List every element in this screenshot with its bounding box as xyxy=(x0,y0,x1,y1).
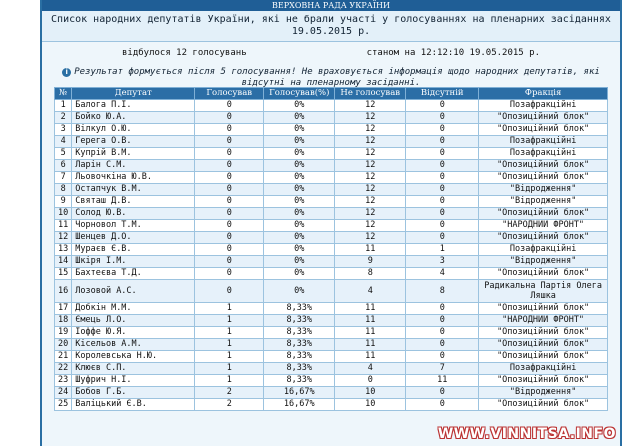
voted-count: 0 xyxy=(195,184,264,196)
table-row xyxy=(55,303,608,315)
table-body xyxy=(55,100,608,411)
row-number: 24 xyxy=(55,387,72,399)
table-row xyxy=(55,232,608,244)
row-number: 5 xyxy=(55,148,72,160)
row-number: 21 xyxy=(55,351,72,363)
voted-count: 0 xyxy=(195,268,264,280)
absent-count: 0 xyxy=(406,387,479,399)
deputy-name: Купрій В.М. xyxy=(72,148,195,160)
row-number: 25 xyxy=(55,399,72,411)
table-row xyxy=(55,387,608,399)
not-voted-count: 11 xyxy=(335,244,406,256)
row-number: 12 xyxy=(55,232,72,244)
voted-percent: 8,33% xyxy=(264,315,335,327)
faction-name: "Опозиційний блок" xyxy=(479,268,608,280)
deputies-table xyxy=(54,87,608,411)
voted-percent: 8,33% xyxy=(264,303,335,315)
org-header: ВЕРХОВНА РАДА УКРАЇНИ xyxy=(42,0,620,11)
page-title xyxy=(42,11,620,42)
voted-count: 0 xyxy=(195,256,264,268)
voted-count: 0 xyxy=(195,112,264,124)
deputy-name: Шкіря І.М. xyxy=(72,256,195,268)
row-number: 16 xyxy=(55,280,72,303)
row-number: 8 xyxy=(55,184,72,196)
row-number: 15 xyxy=(55,268,72,280)
table-row xyxy=(55,136,608,148)
table-row xyxy=(55,184,608,196)
title-line-2: 19.05.2015 р. xyxy=(291,26,371,37)
deputy-name: Остапчук В.М. xyxy=(72,184,195,196)
voted-count: 2 xyxy=(195,387,264,399)
faction-name: Позафракційні xyxy=(479,100,608,112)
row-number: 20 xyxy=(55,339,72,351)
absent-count: 0 xyxy=(406,124,479,136)
voted-percent: 0% xyxy=(264,208,335,220)
not-voted-count: 4 xyxy=(335,280,406,303)
absent-count: 0 xyxy=(406,315,479,327)
faction-name: "Відродження" xyxy=(479,387,608,399)
voted-count: 1 xyxy=(195,351,264,363)
row-number: 3 xyxy=(55,124,72,136)
table-row xyxy=(55,160,608,172)
voted-percent: 0% xyxy=(264,244,335,256)
absent-count: 0 xyxy=(406,303,479,315)
row-number: 1 xyxy=(55,100,72,112)
row-number: 6 xyxy=(55,160,72,172)
deputy-name: Шенцев Д.О. xyxy=(72,232,195,244)
deputy-name: Бахтеєва Т.Д. xyxy=(72,268,195,280)
col-header-not-voted[interactable]: Не голосував xyxy=(335,88,406,100)
table-row xyxy=(55,280,608,303)
not-voted-count: 11 xyxy=(335,303,406,315)
not-voted-count: 8 xyxy=(335,268,406,280)
voted-percent: 8,33% xyxy=(264,351,335,363)
voted-count: 0 xyxy=(195,280,264,303)
table-row xyxy=(55,244,608,256)
voted-count: 0 xyxy=(195,220,264,232)
voted-count: 0 xyxy=(195,172,264,184)
absent-count: 0 xyxy=(406,160,479,172)
deputy-name: Добкін М.М. xyxy=(72,303,195,315)
row-number: 9 xyxy=(55,196,72,208)
table-row xyxy=(55,220,608,232)
faction-name: "Опозиційний блок" xyxy=(479,303,608,315)
col-header-deputy[interactable]: Депутат xyxy=(72,88,195,100)
site-watermark: WWW.VINNITSA.INFO xyxy=(437,426,616,442)
absent-count: 0 xyxy=(406,172,479,184)
deputy-name: Валіцький Є.В. xyxy=(72,399,195,411)
col-header-absent[interactable]: Відсутній xyxy=(406,88,479,100)
deputy-name: Лозовой А.С. xyxy=(72,280,195,303)
deputy-name: Ємець Л.О. xyxy=(72,315,195,327)
table-row xyxy=(55,375,608,387)
row-number: 2 xyxy=(55,112,72,124)
voted-percent: 0% xyxy=(264,100,335,112)
faction-name: "Відродження" xyxy=(479,196,608,208)
not-voted-count: 11 xyxy=(335,315,406,327)
row-number: 17 xyxy=(55,303,72,315)
voted-count: 1 xyxy=(195,315,264,327)
table-row xyxy=(55,339,608,351)
info-icon: i xyxy=(62,68,71,77)
voted-percent: 0% xyxy=(264,172,335,184)
not-voted-count: 12 xyxy=(335,148,406,160)
faction-name: "Опозиційний блок" xyxy=(479,351,608,363)
voted-percent: 0% xyxy=(264,112,335,124)
deputy-name: Герега О.В. xyxy=(72,136,195,148)
voted-percent: 0% xyxy=(264,232,335,244)
faction-name: "Опозиційний блок" xyxy=(479,208,608,220)
faction-name: "Опозиційний блок" xyxy=(479,160,608,172)
absent-count: 8 xyxy=(406,280,479,303)
faction-name: "Опозиційний блок" xyxy=(479,232,608,244)
notice-text: Результат формується після 5 голосування! Не враховується інформація щодо народних депутатів, які відсутні на пленарному засіданні. xyxy=(74,67,600,88)
absent-count: 3 xyxy=(406,256,479,268)
table-row xyxy=(55,112,608,124)
deputy-name: Клюєв С.П. xyxy=(72,363,195,375)
voted-percent: 0% xyxy=(264,268,335,280)
not-voted-count: 0 xyxy=(335,375,406,387)
voted-count: 1 xyxy=(195,375,264,387)
absent-count: 11 xyxy=(406,375,479,387)
absent-count: 0 xyxy=(406,112,479,124)
absent-count: 0 xyxy=(406,232,479,244)
faction-name: "Відродження" xyxy=(479,184,608,196)
faction-name: "Опозиційний блок" xyxy=(479,327,608,339)
absent-count: 0 xyxy=(406,339,479,351)
votes-count: відбулося 12 голосувань xyxy=(121,48,247,58)
table-row xyxy=(55,351,608,363)
voted-percent: 8,33% xyxy=(264,327,335,339)
voted-count: 1 xyxy=(195,327,264,339)
voted-percent: 0% xyxy=(264,196,335,208)
voted-count: 0 xyxy=(195,196,264,208)
absent-count: 0 xyxy=(406,196,479,208)
voted-percent: 0% xyxy=(264,220,335,232)
voted-percent: 16,67% xyxy=(264,387,335,399)
faction-name: "Опозиційний блок" xyxy=(479,399,608,411)
faction-name: "НАРОДНИЙ ФРОНТ" xyxy=(479,315,608,327)
table-header-row xyxy=(55,88,608,100)
row-number: 10 xyxy=(55,208,72,220)
faction-name: Позафракційні xyxy=(479,136,608,148)
absent-count: 0 xyxy=(406,136,479,148)
page-frame xyxy=(40,0,622,446)
voted-count: 1 xyxy=(195,339,264,351)
voted-percent: 0% xyxy=(264,148,335,160)
deputy-name: Шуфрич Н.І. xyxy=(72,375,195,387)
voted-percent: 0% xyxy=(264,136,335,148)
row-number: 22 xyxy=(55,363,72,375)
faction-name: "НАРОДНИЙ ФРОНТ" xyxy=(479,220,608,232)
table-row xyxy=(55,363,608,375)
voted-count: 0 xyxy=(195,100,264,112)
table-row xyxy=(55,172,608,184)
faction-name: "Опозиційний блок" xyxy=(479,124,608,136)
not-voted-count: 4 xyxy=(335,363,406,375)
row-number: 4 xyxy=(55,136,72,148)
voted-count: 0 xyxy=(195,244,264,256)
deputy-name: Чорновол Т.М. xyxy=(72,220,195,232)
voted-count: 2 xyxy=(195,399,264,411)
row-number: 7 xyxy=(55,172,72,184)
voted-percent: 16,67% xyxy=(264,399,335,411)
row-number: 11 xyxy=(55,220,72,232)
absent-count: 0 xyxy=(406,327,479,339)
not-voted-count: 10 xyxy=(335,399,406,411)
voted-count: 1 xyxy=(195,363,264,375)
absent-count: 0 xyxy=(406,351,479,363)
not-voted-count: 11 xyxy=(335,351,406,363)
voted-count: 0 xyxy=(195,148,264,160)
faction-name: Позафракційні xyxy=(479,363,608,375)
voted-percent: 8,33% xyxy=(264,375,335,387)
voted-percent: 8,33% xyxy=(264,363,335,375)
faction-name: "Опозиційний блок" xyxy=(479,339,608,351)
faction-name: "Опозиційний блок" xyxy=(479,172,608,184)
not-voted-count: 10 xyxy=(335,387,406,399)
table-row xyxy=(55,208,608,220)
voted-count: 0 xyxy=(195,124,264,136)
voted-count: 0 xyxy=(195,232,264,244)
table-row xyxy=(55,315,608,327)
voted-count: 1 xyxy=(195,303,264,315)
not-voted-count: 12 xyxy=(335,100,406,112)
not-voted-count: 12 xyxy=(335,232,406,244)
faction-name: Позафракційні xyxy=(479,148,608,160)
stats-bar xyxy=(42,42,620,64)
row-number: 13 xyxy=(55,244,72,256)
table-row xyxy=(55,148,608,160)
faction-name: "Опозиційний блок" xyxy=(479,112,608,124)
voted-percent: 0% xyxy=(264,256,335,268)
absent-count: 0 xyxy=(406,399,479,411)
col-header-faction[interactable]: Фракція xyxy=(479,88,608,100)
deputy-name: Бобов Г.Б. xyxy=(72,387,195,399)
faction-name: Радикальна Партія Олега Ляшка xyxy=(479,280,608,303)
deputy-name: Святаш Д.В. xyxy=(72,196,195,208)
table-row xyxy=(55,196,608,208)
row-number: 14 xyxy=(55,256,72,268)
not-voted-count: 11 xyxy=(335,327,406,339)
not-voted-count: 12 xyxy=(335,112,406,124)
row-number: 18 xyxy=(55,315,72,327)
voted-count: 0 xyxy=(195,136,264,148)
voted-count: 0 xyxy=(195,208,264,220)
table-row xyxy=(55,268,608,280)
table-row xyxy=(55,399,608,411)
faction-name: Позафракційні xyxy=(479,244,608,256)
absent-count: 0 xyxy=(406,148,479,160)
not-voted-count: 12 xyxy=(335,124,406,136)
table-row xyxy=(55,124,608,136)
not-voted-count: 12 xyxy=(335,196,406,208)
deputy-name: Королевська Н.Ю. xyxy=(72,351,195,363)
faction-name: "Опозиційний блок" xyxy=(479,375,608,387)
deputy-name: Мураєв Є.В. xyxy=(72,244,195,256)
voted-percent: 0% xyxy=(264,184,335,196)
not-voted-count: 12 xyxy=(335,172,406,184)
table-row xyxy=(55,327,608,339)
faction-name: "Відродження" xyxy=(479,256,608,268)
not-voted-count: 9 xyxy=(335,256,406,268)
deputy-name: Балога П.І. xyxy=(72,100,195,112)
row-number: 19 xyxy=(55,327,72,339)
voted-percent: 8,33% xyxy=(264,339,335,351)
absent-count: 1 xyxy=(406,244,479,256)
state-timestamp: станом на 12:12:10 19.05.2015 р. xyxy=(366,48,540,58)
deputy-name: Іоффе Ю.Я. xyxy=(72,327,195,339)
absent-count: 0 xyxy=(406,220,479,232)
voted-percent: 0% xyxy=(264,124,335,136)
deputy-name: Льовочкіна Ю.В. xyxy=(72,172,195,184)
not-voted-count: 11 xyxy=(335,339,406,351)
not-voted-count: 12 xyxy=(335,220,406,232)
title-line-1: Список народних депутатів України, які не брали участі у голосуваннях на пленарних засіданнях xyxy=(51,14,611,25)
deputy-name: Солод Ю.В. xyxy=(72,208,195,220)
col-header-number[interactable]: № xyxy=(55,88,72,100)
absent-count: 4 xyxy=(406,268,479,280)
table-row xyxy=(55,256,608,268)
table-row xyxy=(55,100,608,112)
not-voted-count: 12 xyxy=(335,160,406,172)
absent-count: 0 xyxy=(406,100,479,112)
deputy-name: Кісельов А.М. xyxy=(72,339,195,351)
voted-percent: 0% xyxy=(264,160,335,172)
voted-percent: 0% xyxy=(264,280,335,303)
not-voted-count: 12 xyxy=(335,208,406,220)
col-header-voted-pct[interactable]: Голосував(%) xyxy=(264,88,335,100)
deputy-name: Ларін С.М. xyxy=(72,160,195,172)
not-voted-count: 12 xyxy=(335,184,406,196)
voted-count: 0 xyxy=(195,160,264,172)
absent-count: 7 xyxy=(406,363,479,375)
absent-count: 0 xyxy=(406,208,479,220)
row-number: 23 xyxy=(55,375,72,387)
deputy-name: Бойко Ю.А. xyxy=(72,112,195,124)
not-voted-count: 12 xyxy=(335,136,406,148)
deputy-name: Вілкул О.Ю. xyxy=(72,124,195,136)
col-header-voted[interactable]: Голосував xyxy=(195,88,264,100)
absent-count: 0 xyxy=(406,184,479,196)
